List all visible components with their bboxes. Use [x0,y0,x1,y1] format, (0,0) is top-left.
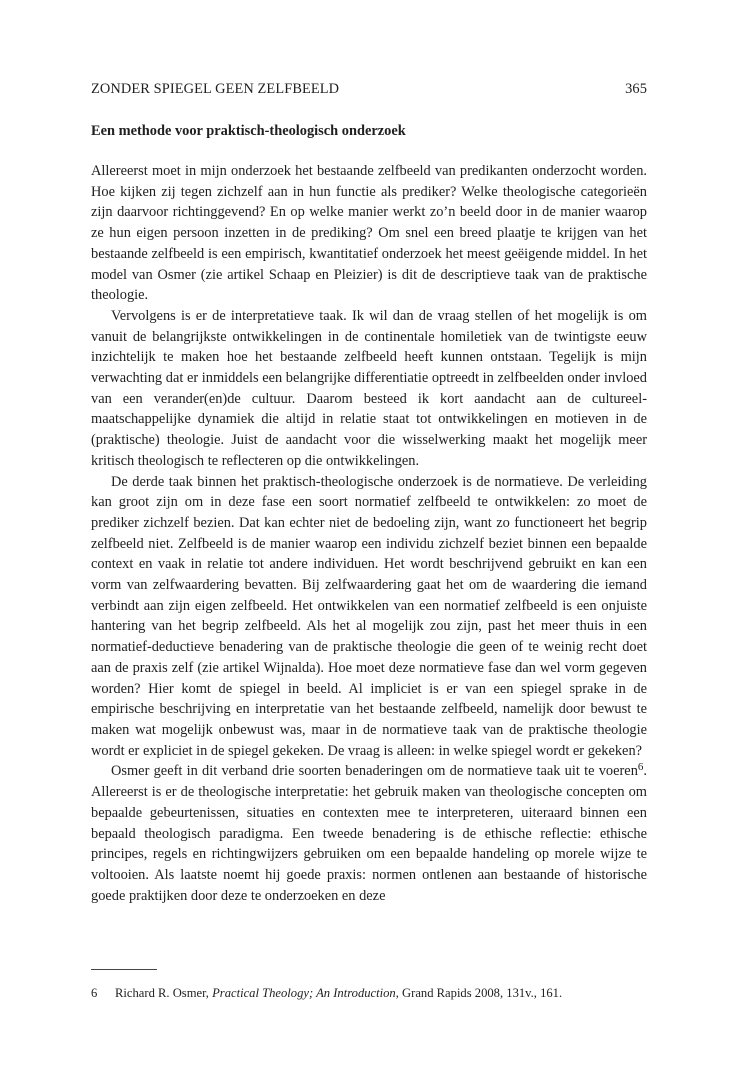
paragraph-4-text-end: . Allereerst is er de theologische interpretatie: het gebruik maken van theologische concepten om bepaalde gebeurtenissen, situaties en contexten mee te interpreteren, uiteraard binnen een bepaald theologisch paradigma. Een tweede benadering is de ethische reflectie: ethische principes, regels en richtingwijzers gebruiken om een bepaalde handeling op morele wijze te voltooien. Als laatste noemt hij goede praxis: normen ontlenen aan bestaande of historische goede praktijken door deze te onderzoeken en deze [91,763,647,904]
footnote-book-title: Practical Theology; An Introduction [212,986,396,1000]
footnote-author: Richard R. Osmer, [115,986,213,1000]
running-title: ZONDER SPIEGEL GEEN ZELFBEELD [91,81,340,97]
footnote-citation: , Grand Rapids 2008, 131v., 161. [395,986,563,1000]
footnote-reference[interactable]: 6 [637,761,644,774]
paragraph-4 [91,761,647,906]
document-page [91,0,647,1068]
paragraph-2: Vervolgens is er de interpretatieve taak. Ik wil dan de vraag stellen of het mogelijk is om vanuit de belangrijkste ontwikkelingen in de continentale homiletiek van de twintigste eeuw inzichtelijk te maken hoe het bestaande zelfbeeld heeft kunnen ontstaan. Tegelijk is mijn verwachting dat er inmiddels een belangrijke differentiatie optreedt in zelfbeelden onder invloed van een verander(en)de cultuur. Daarom besteed ik kort aandacht aan de cultureel-maatschappelijke dynamiek die altijd in relatie staat tot ontwikkelingen en motieven in de (praktische) theologie. Juist de aandacht voor die wisselwerking maakt het mogelijk meer kritisch theologisch te reflecteren op die ontwikkelingen. [91,307,647,469]
body-text [91,161,647,906]
page-number: 365 [625,81,647,97]
footnote-divider [91,969,157,970]
paragraph-3: De derde taak binnen het praktisch-theologische onderzoek is de normatieve. De verleiding kan groot zijn om in deze fase een soort normatief zelfbeeld te ontwikkelen: zo moet de prediker zichzelf bezien. Dat kan echter niet de bedoeling zijn, want zo functioneert het begrip zelfbeeld niet. Zelfbeeld is de manier waarop een individu zichzelf beziet binnen een bepaalde context en vaak in relatie tot andere individuen. Het wordt beschrijvend gebruikt en kan een vorm van zelfwaardering bevatten. Bij zelfwaardering gaat het om de waardering die iemand verbindt aan zijn eigen zelfbeeld. Het ontwikkelen van een normatief zelfbeeld is een onjuiste hantering van het begrip zelfbeeld. Als het al mogelijk zou zijn, past het meer thuis in een normatief-deductieve benadering van de praktische theologie die geen of te weinig recht doet aan de praxis zelf (zie artikel Wijnalda). Hoe moet deze normatieve fase dan wel vorm gegeven worden? Hier komt de spiegel in beeld. Al impliciet is er van een spiegel sprake in de empirische beschrijving en interpretatie van het bestaande zelfbeeld, namelijk door bewust te maken wat mogelijk onbewust was, maar in de normatieve taak van de praktische theologie wordt er expliciet in de spiegel gekeken. De vraag is alleen: in welke spiegel wordt er gekeken? [91,473,647,759]
footnote-number: 6 [91,986,98,1000]
section-heading: Een methode voor praktisch-theologisch onderzoek [91,123,406,139]
paragraph-4-text-start: Osmer geeft in dit verband drie soorten benaderingen om de normatieve taak uit te voeren [111,763,638,780]
paragraph-1: Allereerst moet in mijn onderzoek het bestaande zelfbeeld van predikanten onderzocht worden. Hoe kijken zij tegen zichzelf aan in hun functie als prediker? Welke theologische categorieën zijn daarvoor richtinggevend? En op welke manier werkt zo’n beeld door in de manier waarop ze hun eigen persoon inzetten in de prediking? Om snel een breed plaatje te krijgen van het bestaande zelfbeeld is een empirisch, kwantitatief onderzoek het meest geëigende middel. In het model van Osmer (zie artikel Schaap en Pleizier) is dit de descriptieve taak van de praktische theologie. [91,163,647,304]
footnote [91,985,647,1001]
